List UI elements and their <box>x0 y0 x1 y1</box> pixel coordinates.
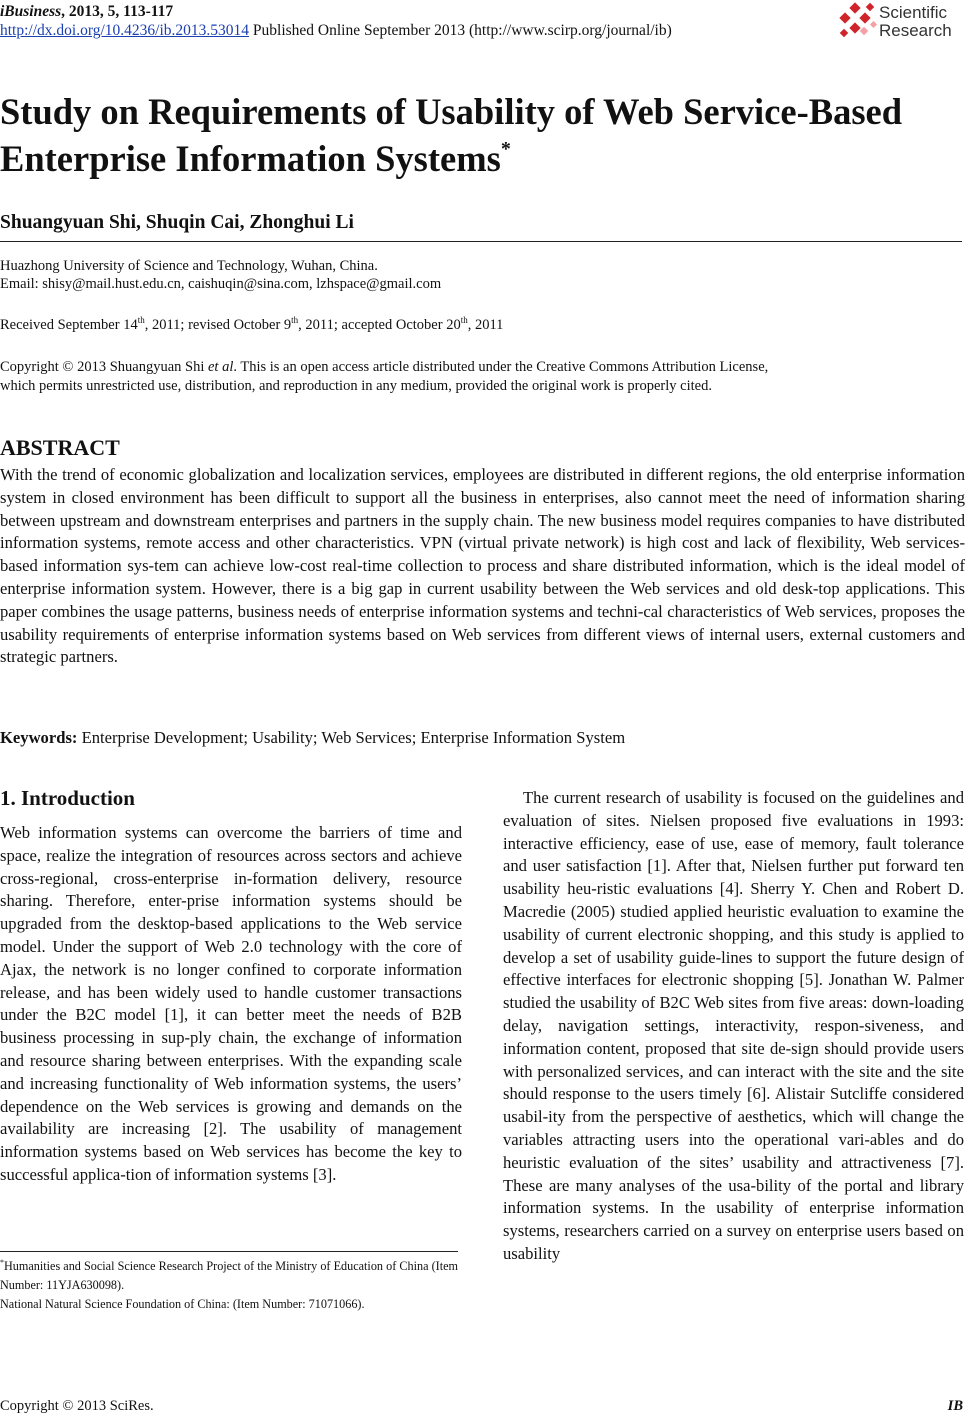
published-online: Published Online September 2013 (http://www.scirp.org/journal/ib) <box>249 22 672 39</box>
journal-name: iBusiness <box>0 3 62 20</box>
keywords-text: Enterprise Development; Usability; Web Services; Enterprise Information System <box>77 728 626 747</box>
logo-text-scientific: Scientific <box>879 3 948 22</box>
received-text-1: Received September 14 <box>0 317 138 333</box>
keywords-line <box>0 727 625 749</box>
doi-line <box>0 22 672 40</box>
keywords-label: Keywords: <box>0 728 78 747</box>
license-etal: et al <box>207 359 234 375</box>
intro-heading: 1. Introduction <box>0 786 135 810</box>
footnote-mark: * <box>0 1258 4 1267</box>
email-line: Email: shisy@mail.hust.edu.cn, caishuqin@sina.com, lzhspace@gmail.com <box>0 276 442 292</box>
received-text-4: , 2011 <box>467 317 504 333</box>
title-line-1: Study on Requirements of Usability of Web Service-Based <box>0 91 903 132</box>
doi-link[interactable]: http://dx.doi.org/10.4236/ib.2013.53014 <box>0 22 250 39</box>
scientific-research-logo <box>837 2 963 42</box>
logo-mark-icon <box>837 2 881 42</box>
logo-text-research: Research <box>879 21 952 40</box>
journal-citation: , 2013, 5, 113-117 <box>61 3 174 20</box>
abstract-body: With the trend of economic globalization and localization services, employees are distributed in different regions, the old enterprise information system in closed environment has been difficult to support all the business in enterprises, also cannot meet the need of information sharing between upstream and downstream enterprises and partners in the supply chain. The new business model requires companies to have distributed information systems, remote access and other characteristics. VPN (virtual private network) is high cost and lack of flexibility, Web services-based information sys-tem can achieve low-cost real-time collection to process and share distributed information, which is the ideal model of enterprise information system. However, there is a big gap in current usability between the Web services and old desk-top applications. This paper combines the usage patterns, business needs of enterprise information systems and techni-cal characteristics of Web services, proposes the usability requirements of enterprise information systems based on Web services from different views of internal users, external customers and strategic partners. <box>0 465 965 667</box>
footnote <box>0 1257 458 1314</box>
footnote-line-2: National Natural Science Foundation of China: (Item Number: 71071066). <box>0 1297 365 1311</box>
footnote-divider <box>0 1251 458 1252</box>
received-sup-3: th <box>460 315 468 325</box>
license-text-2: . This is an open access article distributed under the Creative Commons Attribution License, <box>233 359 769 375</box>
license-notice-line-2: which permits unrestricted use, distribution, and reproduction in any medium, provided the original work is properly cited. <box>0 378 712 394</box>
affiliation: Huazhong University of Science and Technology, Wuhan, China. <box>0 258 378 274</box>
journal-header <box>0 3 173 21</box>
received-sup-1: th <box>137 315 145 325</box>
author-list: Shuangyuan Shi, Shuqin Cai, Zhonghui Li <box>0 212 354 233</box>
received-sup-2: th <box>291 315 299 325</box>
license-text-1: Copyright © 2013 Shuangyuan Shi <box>0 359 208 375</box>
abstract-heading: ABSTRACT <box>0 435 120 460</box>
title-footnote-mark: * <box>500 138 511 160</box>
intro-right-column: The current research of usability is focused on the guidelines and evaluation of sites. Nielsen proposed five evaluations in 1993: interactive efficiency, ease of use, ease of memory, fault tolerance and user satisfaction [1]. After that, Nielsen further put forward ten usability heu-ristic evaluations [4]. Sherry Y. Chen and Robert D. Macredie (2005) studied applied heuristic evaluation to examine the usability of current electronic shopping, and this study is applied to develop a set of usability guide-lines to support the future design of effective interfaces for electronic shopping [5]. Jonathan W. Palmer studied the usability of B2C Web sites from five areas: down-loading delay, navigation settings, interactivity, respon-siveness, and information content, proposed that site de-sign should provide users with personalized services, and can interact with the site and the site should response to the users timely [6]. Alistair Sutcliffe considered usabil-ity from the perspective of aesthetics, which will change the variables attracting users into the operational vari-ables and do heuristic evaluation of the sites’ usability and attractiveness [7]. These are many analyses of the usa-bility of the portal and library information systems. In the usability of enterprise information systems, researchers carried on a survey on enterprise users based on usability <box>503 788 964 1263</box>
paper-title <box>0 88 960 182</box>
received-dates <box>0 314 503 336</box>
footnote-line-1: Humanities and Social Science Research Project of the Ministry of Education of China (Item Number: 11YJA630098). <box>0 1259 458 1292</box>
intro-left-column: Web information systems can overcome the barriers of time and space, realize the integration of resources across sectors and achieve cross-regional, cross-enterprise in-formation delivery, resource sharing. Therefore, enter-prise information systems should be upgraded from the desktop-based applications to the Web service model. Under the support of Web 2.0 technology with the core of Ajax, the network is no longer confined to corporate information release, and has been widely used to handle customer transactions under the B2C model [1], it can better meet the needs of B2B business processing in sup-ply chain, the exchange of information and resource sharing between enterprises. With the expanding scale and increasing functionality of Web information systems, the users’ dependence on the Web services is growing and demands on the availability are increasing [2]. The usability of management information systems based on Web services has become the key to successful applica-tion of information systems [3]. <box>0 823 462 1184</box>
footer-journal-abbr: IB <box>947 1398 963 1414</box>
title-line-2: Enterprise Information Systems <box>0 138 501 179</box>
footer-copyright: Copyright © 2013 SciRes. <box>0 1398 154 1414</box>
author-divider <box>0 241 962 242</box>
received-text-3: , 2011; accepted October 20 <box>298 317 461 333</box>
received-text-2: , 2011; revised October 9 <box>144 317 292 333</box>
